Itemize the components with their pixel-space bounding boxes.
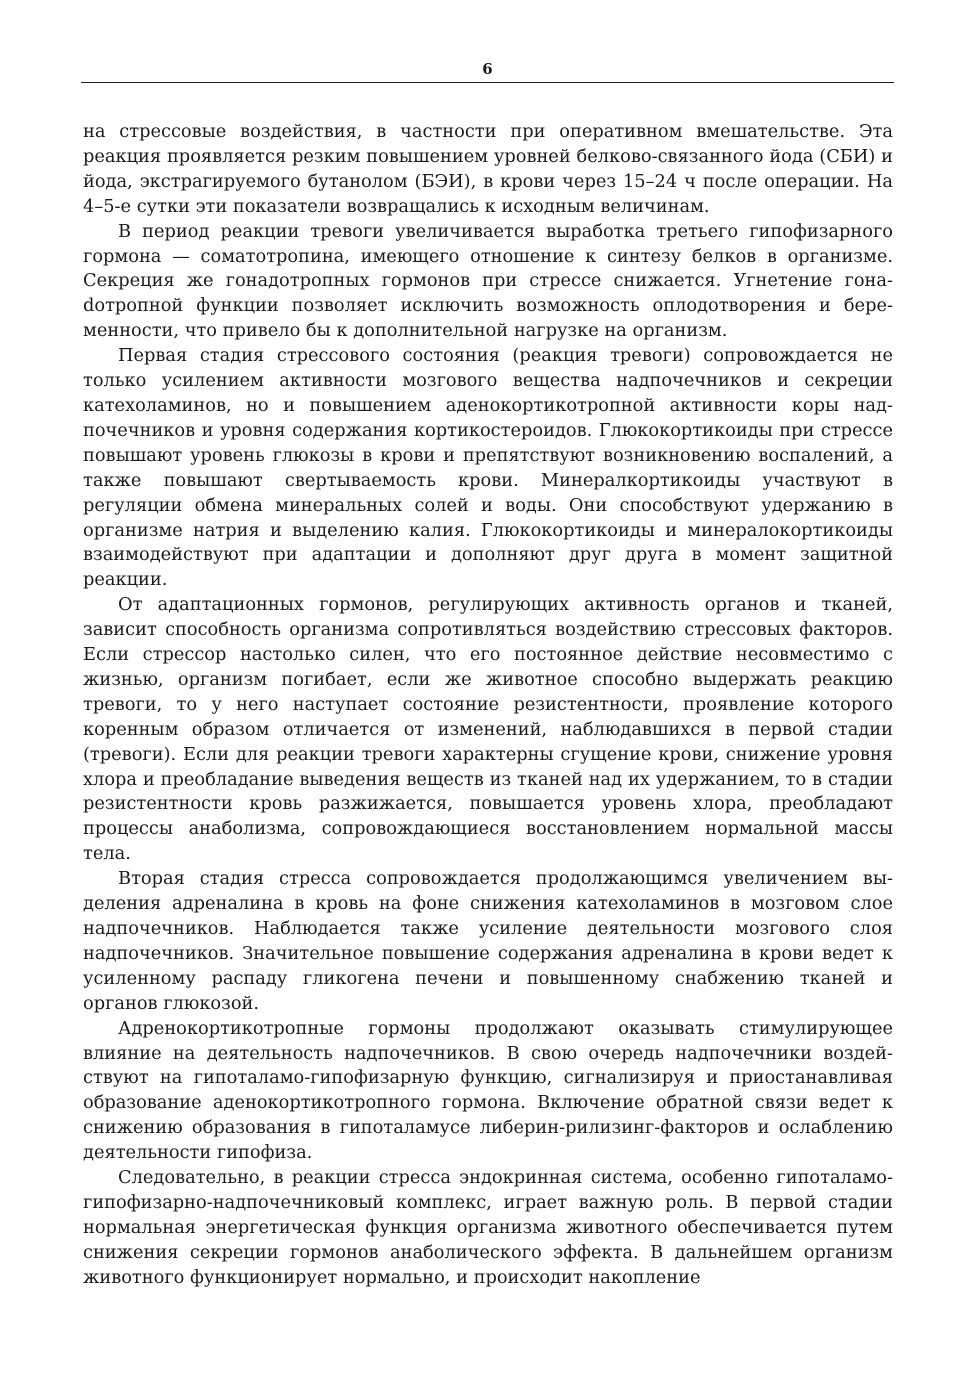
paragraph: Вторая стадия стресса сопровождается продолжающимся увеличением выделения адреналина в кровь на фоне снижения катехоламинов в мозговом слое надпочечников. Наблюдается также усиление деятельности мозгового слоя надпочечников. Значительное повышение содержания адреналина в крови ведет к усиленному распаду гликогена печени и повышенному снабжению тканей и органов глюкозой. xyxy=(83,868,893,1014)
paragraph: От адаптационных гормонов, регулирующих активность органов и тканей, зависит способность организма сопротивляться воздействию стрессовых факторов. Если стрессор настолько силен, что его постоянное действие несовместимо с жизнью, организм погибает, если же животное способно выдержать реакцию тревоги, то у него наступает состояние резистентности, проявление которого коренным образом отличается от изменений, наблюдавшихся в первой стадии (тревоги). Если для реакции тревоги характерны сгущение крови, снижение уровня хлора и преобладание выведения веществ из тканей над их удержанием, то в стадии резистентности кровь разжижается, повышается уровень хлора, преобладают процессы анаболизма, сопровождающиеся восстановлением нормальной массы тела. xyxy=(83,594,893,865)
page-number: 6 xyxy=(482,60,493,78)
page-header xyxy=(81,58,894,83)
text-body xyxy=(83,120,893,1291)
paragraph: Следовательно, в реакции стресса эндокринная система, особенно гипоталамо-гипофизарно-надпочечниковый комплекс, играет важную роль. В первой стадии нормальная энергетическая функция организма животного обеспечивается путем снижения секреции гормонов анаболического эффекта. В дальнейшем организм животного функционирует нормально, и происходит накопление xyxy=(83,1167,893,1288)
paragraph: В период реакции тревоги увеличивается выработка третьего гипофизарного гормона — соматотропина, имеющего отношение к синтезу белков в организме. Секреция же гонадотропных гормонов при стрессе снижается. Угнетение гонаdотропной функции позволяет исключить возможность оплодотворения и беременности, что привело бы к дополнительной нагрузке на организм. xyxy=(83,220,893,342)
paragraph: на стрессовые воздействия, в частности при оперативном вмешательстве. Эта реакция проявляется резким повышением уровней белково-связанного йода (СБИ) и йода, экстрагируемого бутанолом (БЭИ), в крови через 15–24 ч после операции. На 4–5-е сутки эти показатели возвращались к исходным величинам. xyxy=(83,121,893,217)
paragraph: Первая стадия стрессового состояния (реакция тревоги) сопровождается не только усилением активности мозгового вещества надпочечников и секреции катехоламинов, но и повышением аденокортикотропной активности коры надпочечников и уровня содержания кортикостероидов. Глюкокортикоиды при стрессе повышают уровень глюкозы в крови и препятствуют возникновению воспалений, а также повышают свертываемость крови. Минералкортикоиды участвуют в регуляции обмена минеральных солей и воды. Они способствуют удержанию в организме натрия и выделению калия. Глюкокортикоиды и минералокортикоиды взаимодействуют при адаптации и дополняют друг друга в момент защитной реакции. xyxy=(83,345,893,591)
paragraph: Адренокортикотропные гормоны продолжают оказывать стимулирующее влияние на деятельность надпочечников. В свою очередь надпочечники воздействуют на гипоталамо-гипофизарную функцию, сигнализируя и приостанавливая образование аденокортикотропного гормона. Включение обратной связи ведет к снижению образования в гипоталамусе либерин-рилизинг-факторов и ослаблению деятельности гипофиза. xyxy=(83,1017,893,1164)
